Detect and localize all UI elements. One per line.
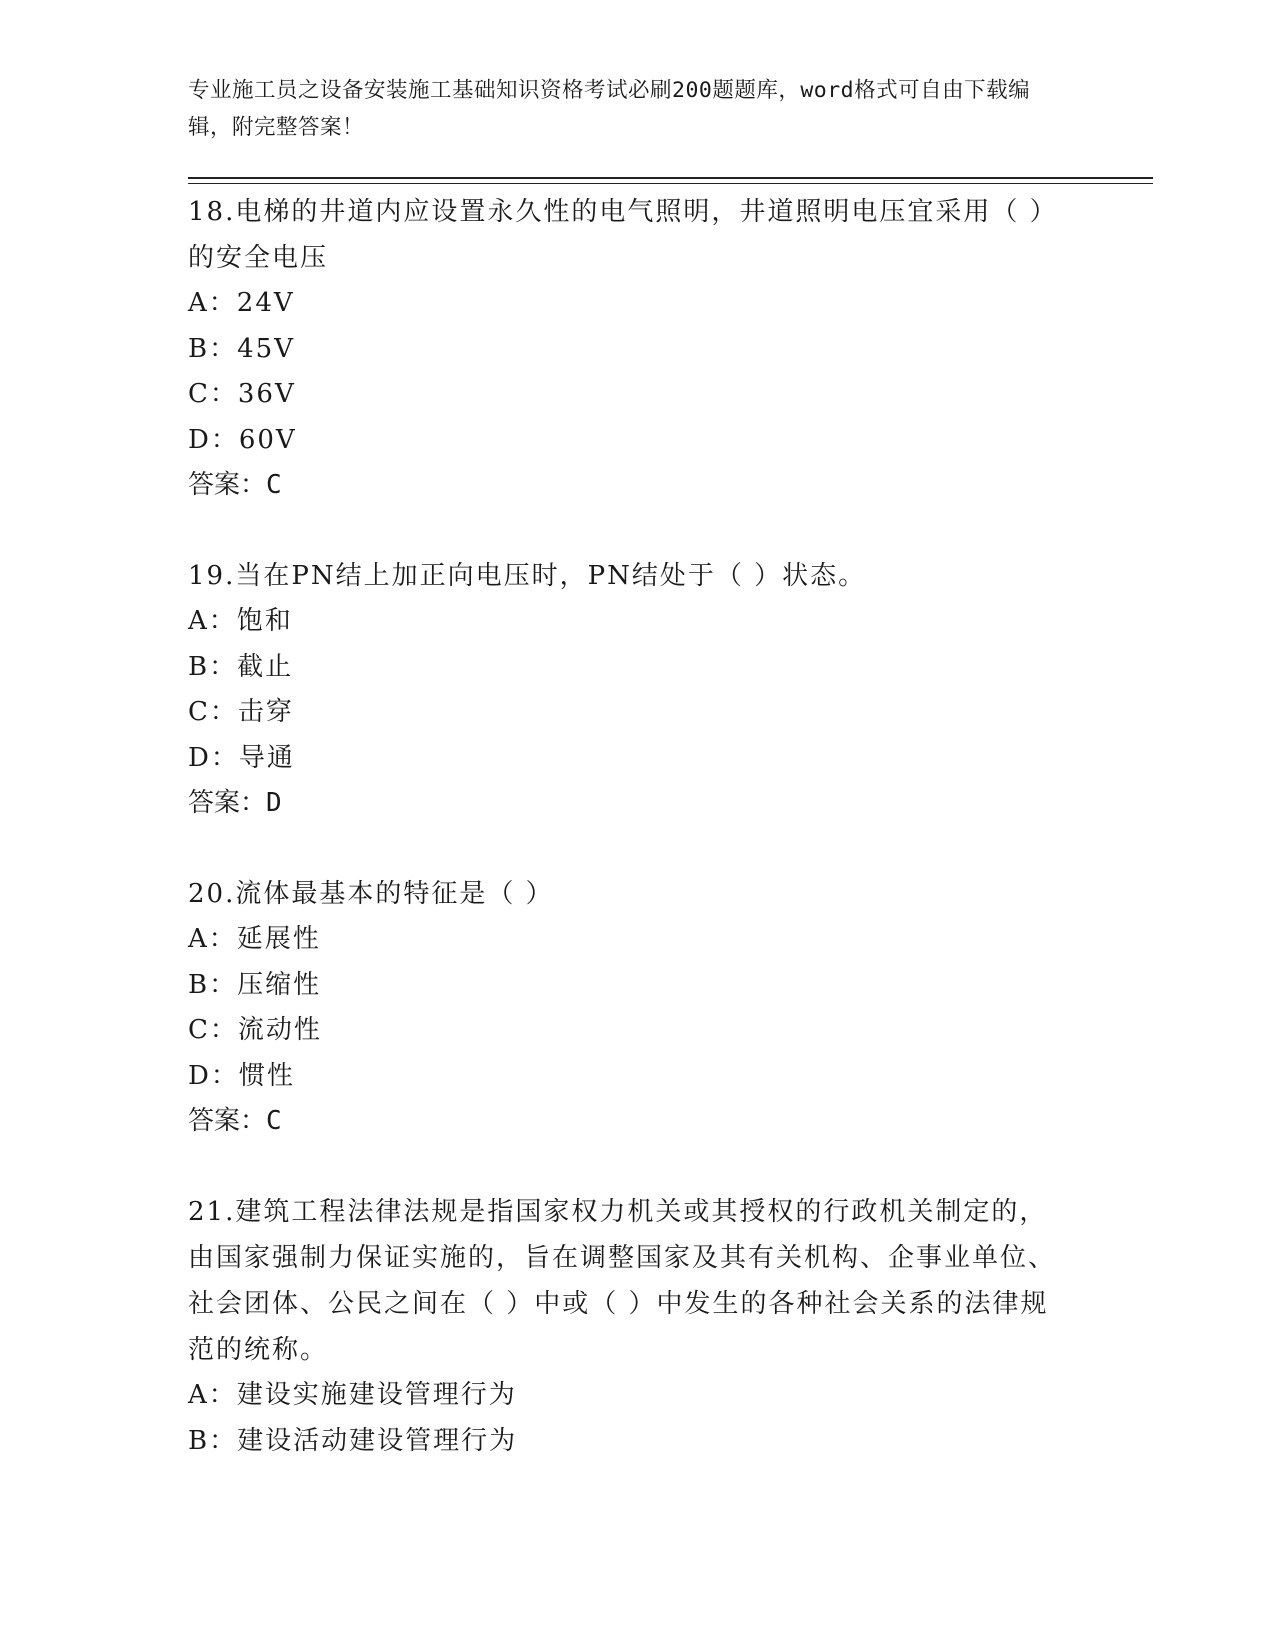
question-19: [188, 553, 1058, 826]
option-c: C：36V: [188, 379, 296, 409]
option-d: D：导通: [188, 742, 295, 773]
option-b: B：截止: [188, 651, 294, 682]
question-list: [188, 189, 1058, 1509]
option-b: B：建设活动建设管理行为: [188, 1425, 518, 1456]
answer-text: 答案：C: [188, 470, 282, 500]
answer-text: 答案：D: [188, 788, 282, 818]
question-text: 19.当在PN结上加正向电压时，PN结处于（ ）状态。: [188, 561, 867, 591]
question-text: 18.电梯的井道内应设置永久性的电气照明，井道照明电压宜采用（ ）的安全电压: [188, 197, 1058, 273]
option-b: B：45V: [188, 333, 295, 364]
option-d: D：惯性: [188, 1060, 295, 1091]
header-divider-thick: [188, 177, 1153, 179]
header-divider-thin: [188, 183, 1153, 184]
option-a: A：建设实施建设管理行为: [188, 1380, 517, 1410]
option-a: A：饱和: [188, 606, 293, 636]
question-21: [188, 1189, 1058, 1464]
option-a: A：24V: [188, 288, 295, 318]
option-a: A：延展性: [188, 924, 321, 954]
question-text: 20.流体最基本的特征是（ ）: [188, 879, 554, 909]
option-c: C：击穿: [188, 697, 294, 727]
option-d: D：60V: [188, 424, 297, 455]
document-header: 专业施工员之设备安装施工基础知识资格考试必刷200题题库，word格式可自由下载编辑，附完整答案！: [188, 78, 1031, 140]
question-18: [188, 189, 1058, 508]
answer-text: 答案：C: [188, 1106, 282, 1136]
question-text: 21.建筑工程法律法规是指国家权力机关或其授权的行政机关制定的，由国家强制力保证实施的，旨在调整国家及其有关机构、企事业单位、社会团体、公民之间在（ ）中或（ ）中发生的各种社会关系的法律规范的统称。: [188, 1197, 1057, 1365]
question-20: [188, 871, 1058, 1144]
option-c: C：流动性: [188, 1015, 322, 1045]
option-b: B：压缩性: [188, 969, 322, 1000]
